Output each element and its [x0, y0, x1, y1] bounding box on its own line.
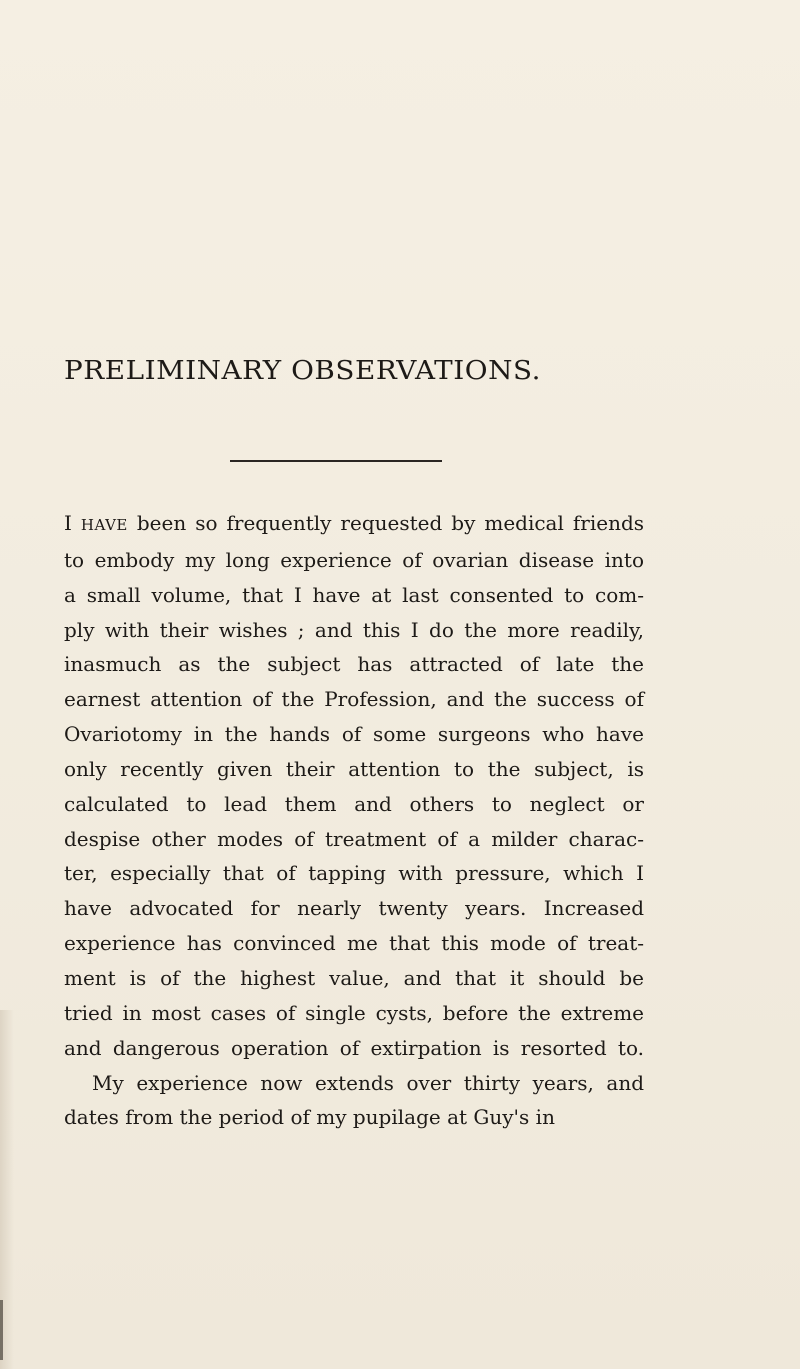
text-line: [64, 506, 644, 543]
text-line: calculated to lead them and others to neglect or: [64, 791, 644, 816]
opening-smallcaps: HAVE: [80, 516, 128, 534]
text-line: have advocated for nearly twenty years. Increased: [64, 896, 644, 921]
text-line: despise other modes of treatment of a milder charac-: [64, 826, 644, 851]
text-line: Ovariotomy in the hands of some surgeons who have: [64, 722, 644, 747]
text-line: inasmuch as the subject has attracted of late the: [64, 652, 644, 677]
text-line-content: been so frequently requested by medical friends: [136, 511, 645, 535]
text-line: only recently given their attention to the subject, is: [64, 756, 644, 781]
title-rule: [230, 460, 442, 462]
body-text: [64, 506, 644, 1135]
text-line: tried in most cases of single cysts, before the extreme: [64, 1000, 644, 1025]
text-line: and dangerous operation of extirpation is resorted to.: [64, 1035, 644, 1060]
text-line: earnest attention of the Profession, and the success of: [64, 687, 644, 712]
text-line: experience has convinced me that this mode of treat-: [64, 931, 644, 956]
opening-word: I: [64, 511, 72, 535]
text-line: ter, especially that of tapping with pressure, which I: [64, 861, 644, 886]
text-line: ment is of the highest value, and that it should be: [64, 965, 644, 990]
margin-mark: [0, 1300, 3, 1360]
text-line: dates from the period of my pupilage at Guy's in: [64, 1105, 555, 1130]
text-line: a small volume, that I have at last consented to com-: [64, 582, 644, 607]
text-line: ply with their wishes ; and this I do the more readily,: [64, 617, 644, 642]
chapter-title: PRELIMINARY OBSERVATIONS.: [64, 356, 541, 386]
text-line: My experience now extends over thirty years, and: [92, 1070, 644, 1095]
text-line: to embody my long experience of ovarian disease into: [64, 547, 644, 572]
